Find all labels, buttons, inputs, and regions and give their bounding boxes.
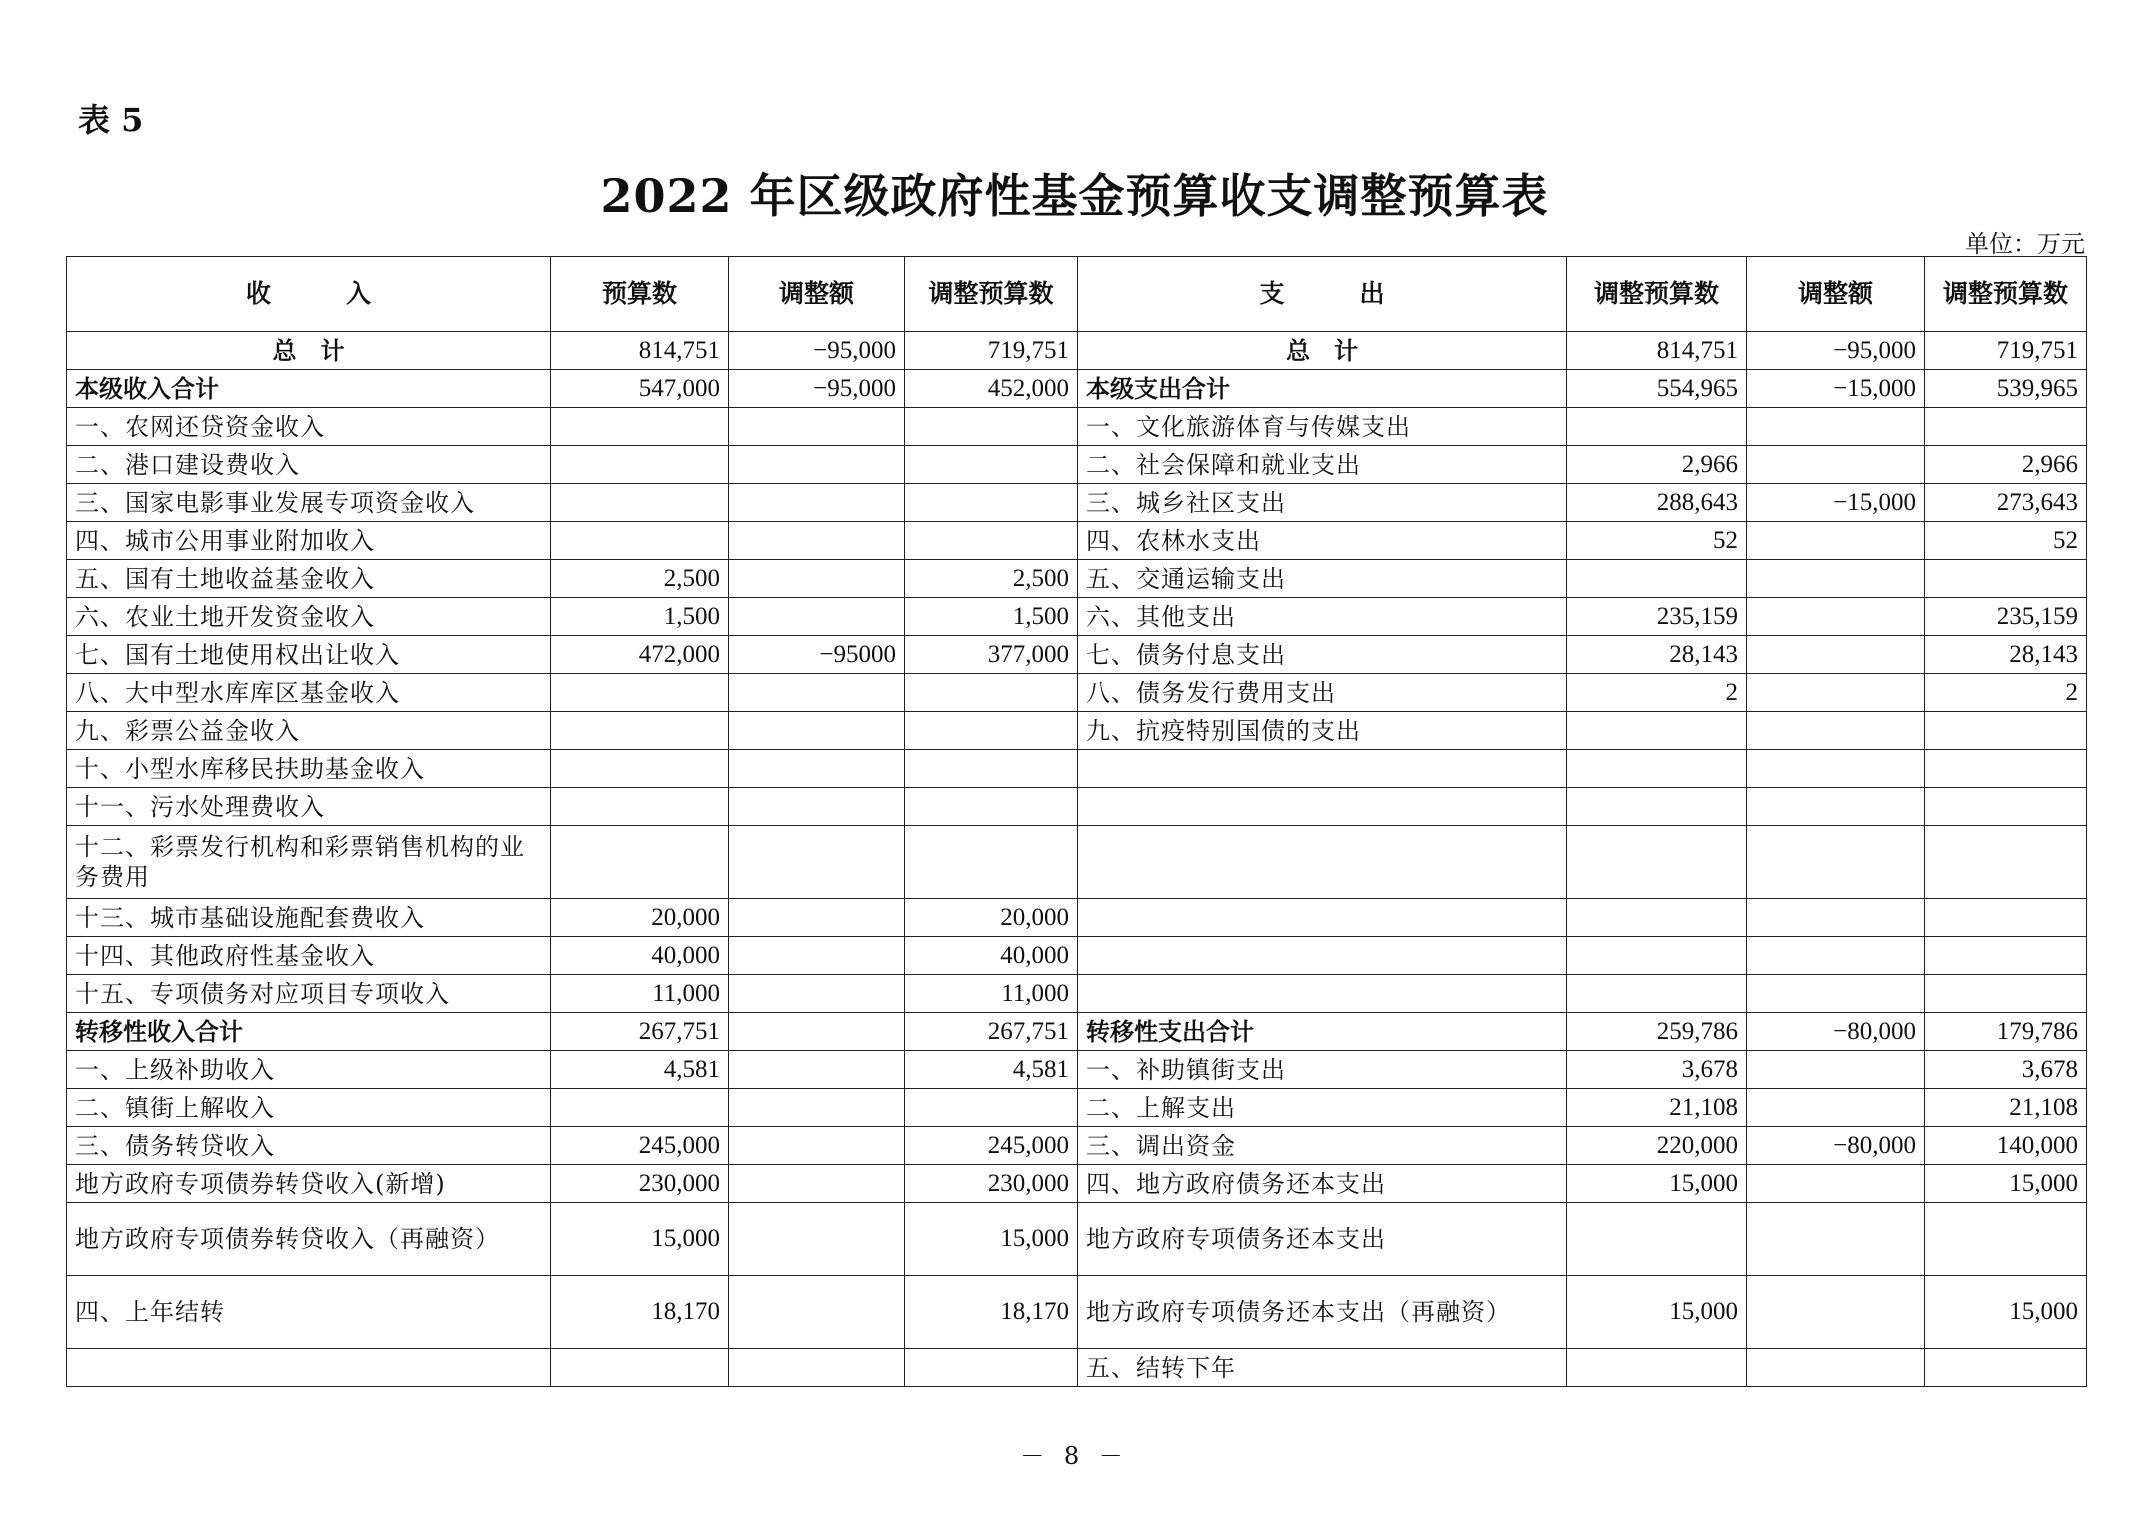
expense-budget (1567, 560, 1747, 598)
income-item-name: 一、农网还贷资金收入 (67, 408, 551, 446)
income-adjusted (905, 446, 1078, 484)
income-budget: 18,170 (551, 1276, 729, 1349)
income-item-name: 二、镇街上解收入 (67, 1089, 551, 1127)
header-income-adjusted: 调整预算数 (905, 257, 1078, 332)
expense-item-name: 总 计 (1078, 332, 1567, 370)
expense-adjust (1747, 1349, 1925, 1387)
expense-budget: 2 (1567, 674, 1747, 712)
income-adjusted (905, 826, 1078, 899)
expense-adjust: −80,000 (1747, 1013, 1925, 1051)
expense-budget: 288,643 (1567, 484, 1747, 522)
expense-budget (1567, 975, 1747, 1013)
expense-adjusted: 273,643 (1925, 484, 2087, 522)
expense-adjust (1747, 1276, 1925, 1349)
income-budget: 267,751 (551, 1013, 729, 1051)
expense-budget (1567, 1349, 1747, 1387)
expense-budget (1567, 899, 1747, 937)
income-adjusted (905, 484, 1078, 522)
expense-item-name: 地方政府专项债务还本支出 (1078, 1203, 1567, 1276)
header-expense-adjusted: 调整预算数 (1925, 257, 2087, 332)
income-budget: 245,000 (551, 1127, 729, 1165)
income-budget (551, 408, 729, 446)
expense-item-name: 本级支出合计 (1078, 370, 1567, 408)
income-budget: 1,500 (551, 598, 729, 636)
expense-budget: 15,000 (1567, 1165, 1747, 1203)
income-budget: 230,000 (551, 1165, 729, 1203)
income-item-name: 六、农业土地开发资金收入 (67, 598, 551, 636)
expense-item-name: 二、上解支出 (1078, 1089, 1567, 1127)
income-budget (551, 674, 729, 712)
expense-budget: 21,108 (1567, 1089, 1747, 1127)
table-row (67, 1165, 2087, 1203)
expense-adjust (1747, 975, 1925, 1013)
expense-item-name: 六、其他支出 (1078, 598, 1567, 636)
expense-adjusted: 140,000 (1925, 1127, 2087, 1165)
expense-item-name: 七、债务付息支出 (1078, 636, 1567, 674)
expense-budget: 235,159 (1567, 598, 1747, 636)
income-adjust (729, 899, 905, 937)
table-row (67, 826, 2087, 899)
income-adjust (729, 408, 905, 446)
expense-budget: 554,965 (1567, 370, 1747, 408)
income-item-name: 四、城市公用事业附加收入 (67, 522, 551, 560)
table-row (67, 937, 2087, 975)
expense-item-name (1078, 899, 1567, 937)
expense-adjusted (1925, 750, 2087, 788)
expense-adjusted: 2,966 (1925, 446, 2087, 484)
income-item-name: 一、上级补助收入 (67, 1051, 551, 1089)
expense-adjusted (1925, 408, 2087, 446)
expense-budget: 2,966 (1567, 446, 1747, 484)
expense-budget: 259,786 (1567, 1013, 1747, 1051)
expense-item-name (1078, 937, 1567, 975)
expense-adjust (1747, 1051, 1925, 1089)
expense-adjust (1747, 1165, 1925, 1203)
expense-adjust (1747, 1203, 1925, 1276)
table-row (67, 1349, 2087, 1387)
income-adjusted: 377,000 (905, 636, 1078, 674)
expense-item-name: 转移性支出合计 (1078, 1013, 1567, 1051)
table-row (67, 408, 2087, 446)
table-row (67, 1127, 2087, 1165)
expense-adjust: −80,000 (1747, 1127, 1925, 1165)
expense-item-name: 九、抗疫特别国债的支出 (1078, 712, 1567, 750)
income-adjust (729, 1089, 905, 1127)
page-number: － 8 － (1020, 1442, 1129, 1470)
income-item-name: 四、上年结转 (67, 1276, 551, 1349)
expense-adjusted (1925, 975, 2087, 1013)
expense-adjust: −15,000 (1747, 370, 1925, 408)
income-adjusted (905, 788, 1078, 826)
income-item-name: 二、港口建设费收入 (67, 446, 551, 484)
expense-budget (1567, 788, 1747, 826)
table-row (67, 636, 2087, 674)
income-adjusted: 1,500 (905, 598, 1078, 636)
expense-adjusted: 21,108 (1925, 1089, 2087, 1127)
income-adjusted: 40,000 (905, 937, 1078, 975)
expense-adjusted (1925, 1349, 2087, 1387)
expense-adjusted (1925, 560, 2087, 598)
income-adjust (729, 1203, 905, 1276)
income-budget: 15,000 (551, 1203, 729, 1276)
expense-budget (1567, 408, 1747, 446)
table-row (67, 712, 2087, 750)
unit-label: 单位：万元 (1965, 230, 2085, 258)
expense-budget: 814,751 (1567, 332, 1747, 370)
expense-adjusted: 539,965 (1925, 370, 2087, 408)
expense-adjust (1747, 636, 1925, 674)
income-item-name: 八、大中型水库库区基金收入 (67, 674, 551, 712)
expense-adjust (1747, 446, 1925, 484)
expense-adjusted: 28,143 (1925, 636, 2087, 674)
budget-table (66, 256, 2087, 1387)
income-item-name: 总 计 (67, 332, 551, 370)
income-adjust (729, 522, 905, 560)
table-row (67, 560, 2087, 598)
income-adjusted: 719,751 (905, 332, 1078, 370)
income-adjust: −95,000 (729, 370, 905, 408)
income-adjust (729, 712, 905, 750)
income-budget: 11,000 (551, 975, 729, 1013)
expense-item-name: 八、债务发行费用支出 (1078, 674, 1567, 712)
income-budget (551, 522, 729, 560)
expense-item-name (1078, 750, 1567, 788)
expense-budget: 15,000 (1567, 1276, 1747, 1349)
expense-item-name: 四、地方政府债务还本支出 (1078, 1165, 1567, 1203)
table-row (67, 1203, 2087, 1276)
income-adjust (729, 446, 905, 484)
expense-adjusted: 3,678 (1925, 1051, 2087, 1089)
expense-adjust: −15,000 (1747, 484, 1925, 522)
table-row (67, 484, 2087, 522)
expense-adjust (1747, 937, 1925, 975)
expense-adjust (1747, 750, 1925, 788)
header-expense-adjust: 调整额 (1747, 257, 1925, 332)
expense-budget (1567, 750, 1747, 788)
expense-item-name: 五、交通运输支出 (1078, 560, 1567, 598)
expense-adjust (1747, 408, 1925, 446)
income-budget (551, 484, 729, 522)
income-adjusted: 11,000 (905, 975, 1078, 1013)
income-budget (551, 446, 729, 484)
header-income-budget: 预算数 (551, 257, 729, 332)
expense-budget (1567, 937, 1747, 975)
income-item-name: 十一、污水处理费收入 (67, 788, 551, 826)
income-adjust (729, 598, 905, 636)
income-item-name (67, 1349, 551, 1387)
table-number-label: 表 5 (78, 101, 144, 139)
income-adjust (729, 975, 905, 1013)
income-adjust (729, 1276, 905, 1349)
header-expense: 支 出 (1078, 257, 1567, 332)
income-adjusted: 4,581 (905, 1051, 1078, 1089)
income-adjust (729, 937, 905, 975)
income-item-name: 十二、彩票发行机构和彩票销售机构的业务费用 (67, 826, 551, 899)
table-row (67, 788, 2087, 826)
income-item-name: 九、彩票公益金收入 (67, 712, 551, 750)
income-adjust (729, 560, 905, 598)
expense-adjust (1747, 522, 1925, 560)
income-adjust (729, 1127, 905, 1165)
expense-adjust (1747, 560, 1925, 598)
income-item-name: 三、债务转贷收入 (67, 1127, 551, 1165)
header-income: 收 入 (67, 257, 551, 332)
expense-adjust (1747, 712, 1925, 750)
expense-item-name: 一、文化旅游体育与传媒支出 (1078, 408, 1567, 446)
income-budget: 40,000 (551, 937, 729, 975)
table-row-total (67, 332, 2087, 370)
income-item-name: 十五、专项债务对应项目专项收入 (67, 975, 551, 1013)
income-item-name: 十三、城市基础设施配套费收入 (67, 899, 551, 937)
income-adjusted (905, 674, 1078, 712)
table-row (67, 598, 2087, 636)
income-budget: 814,751 (551, 332, 729, 370)
expense-adjust (1747, 788, 1925, 826)
expense-item-name: 三、调出资金 (1078, 1127, 1567, 1165)
income-budget (551, 1349, 729, 1387)
expense-item-name (1078, 788, 1567, 826)
income-budget (551, 826, 729, 899)
table-row (67, 370, 2087, 408)
income-adjusted: 2,500 (905, 560, 1078, 598)
expense-budget: 3,678 (1567, 1051, 1747, 1089)
table-row (67, 975, 2087, 1013)
expense-adjust (1747, 826, 1925, 899)
expense-adjusted: 15,000 (1925, 1276, 2087, 1349)
income-adjust (729, 750, 905, 788)
income-adjusted (905, 408, 1078, 446)
expense-adjusted (1925, 826, 2087, 899)
expense-adjusted (1925, 937, 2087, 975)
expense-adjusted: 719,751 (1925, 332, 2087, 370)
income-item-name: 三、国家电影事业发展专项资金收入 (67, 484, 551, 522)
header-expense-budget: 调整预算数 (1567, 257, 1747, 332)
expense-item-name: 三、城乡社区支出 (1078, 484, 1567, 522)
table-row (67, 750, 2087, 788)
table-header-row (67, 257, 2087, 332)
expense-item-name: 四、农林水支出 (1078, 522, 1567, 560)
income-budget: 2,500 (551, 560, 729, 598)
table-row (67, 1013, 2087, 1051)
income-adjusted: 267,751 (905, 1013, 1078, 1051)
income-adjust: −95000 (729, 636, 905, 674)
income-adjust (729, 1349, 905, 1387)
income-budget (551, 750, 729, 788)
income-item-name: 五、国有土地收益基金收入 (67, 560, 551, 598)
income-adjusted: 452,000 (905, 370, 1078, 408)
expense-item-name (1078, 826, 1567, 899)
income-budget: 4,581 (551, 1051, 729, 1089)
income-budget: 547,000 (551, 370, 729, 408)
income-adjust (729, 788, 905, 826)
income-adjusted: 18,170 (905, 1276, 1078, 1349)
income-item-name: 地方政府专项债券转贷收入(新增) (67, 1165, 551, 1203)
expense-budget (1567, 712, 1747, 750)
table-row (67, 1276, 2087, 1349)
expense-adjust (1747, 674, 1925, 712)
expense-budget: 28,143 (1567, 636, 1747, 674)
expense-adjusted: 179,786 (1925, 1013, 2087, 1051)
table-row (67, 1051, 2087, 1089)
table-row (67, 522, 2087, 560)
expense-budget (1567, 826, 1747, 899)
income-adjusted (905, 1089, 1078, 1127)
income-budget: 472,000 (551, 636, 729, 674)
income-budget (551, 788, 729, 826)
expense-adjusted: 52 (1925, 522, 2087, 560)
income-adjusted: 20,000 (905, 899, 1078, 937)
expense-adjusted: 2 (1925, 674, 2087, 712)
income-item-name: 转移性收入合计 (67, 1013, 551, 1051)
income-adjusted (905, 712, 1078, 750)
expense-budget: 220,000 (1567, 1127, 1747, 1165)
table-row (67, 1089, 2087, 1127)
income-item-name: 十、小型水库移民扶助基金收入 (67, 750, 551, 788)
expense-adjust (1747, 899, 1925, 937)
expense-item-name: 地方政府专项债务还本支出（再融资） (1078, 1276, 1567, 1349)
income-adjust (729, 484, 905, 522)
expense-budget: 52 (1567, 522, 1747, 560)
table-row (67, 899, 2087, 937)
income-budget (551, 1089, 729, 1127)
income-item-name: 十四、其他政府性基金收入 (67, 937, 551, 975)
income-adjust: −95,000 (729, 332, 905, 370)
expense-adjusted: 235,159 (1925, 598, 2087, 636)
income-adjusted (905, 1349, 1078, 1387)
income-adjust (729, 826, 905, 899)
income-adjusted (905, 522, 1078, 560)
expense-item-name: 五、结转下年 (1078, 1349, 1567, 1387)
income-adjusted: 230,000 (905, 1165, 1078, 1203)
income-adjust (729, 1165, 905, 1203)
income-adjusted: 15,000 (905, 1203, 1078, 1276)
expense-item-name (1078, 975, 1567, 1013)
header-income-adjust: 调整额 (729, 257, 905, 332)
expense-adjusted (1925, 1203, 2087, 1276)
income-item-name: 地方政府专项债券转贷收入（再融资） (67, 1203, 551, 1276)
income-item-name: 本级收入合计 (67, 370, 551, 408)
page-title: 2022 年区级政府性基金预算收支调整预算表 (600, 169, 1549, 223)
table-row (67, 446, 2087, 484)
expense-budget (1567, 1203, 1747, 1276)
income-adjust (729, 1051, 905, 1089)
expense-adjusted: 15,000 (1925, 1165, 2087, 1203)
expense-adjust (1747, 598, 1925, 636)
expense-adjust (1747, 1089, 1925, 1127)
income-adjusted: 245,000 (905, 1127, 1078, 1165)
expense-item-name: 一、补助镇街支出 (1078, 1051, 1567, 1089)
income-adjusted (905, 750, 1078, 788)
expense-adjusted (1925, 712, 2087, 750)
expense-item-name: 二、社会保障和就业支出 (1078, 446, 1567, 484)
income-budget: 20,000 (551, 899, 729, 937)
income-adjust (729, 674, 905, 712)
income-item-name: 七、国有土地使用权出让收入 (67, 636, 551, 674)
expense-adjusted (1925, 899, 2087, 937)
income-adjust (729, 1013, 905, 1051)
income-budget (551, 712, 729, 750)
expense-adjust: −95,000 (1747, 332, 1925, 370)
expense-adjusted (1925, 788, 2087, 826)
table-row (67, 674, 2087, 712)
